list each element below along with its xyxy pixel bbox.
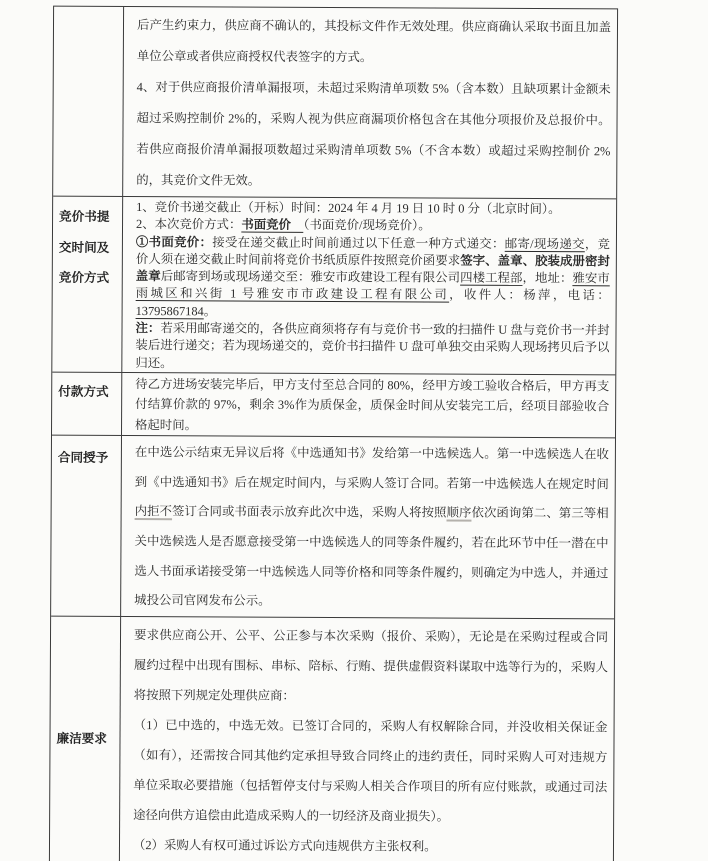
row-content-cell xyxy=(122,197,616,374)
text-segment: 签字、盖章、胶装成册密封盖章 xyxy=(135,253,610,284)
row-content-cell xyxy=(122,373,615,438)
paragraph xyxy=(134,438,609,618)
paragraph xyxy=(136,72,611,198)
text-segment: 依次函询第二、第三等相关中选候选人是否愿意接受第一中选候选人的同等条件履约，若在此环节中任一潜在中选人书面承诺接受第一中选候选人同等价格和同等条件履约，则确定为中选人，并通过城投公司官网发布公示。 xyxy=(134,506,609,608)
text-segment: ①书面竞价： xyxy=(135,234,213,249)
row-label-cell: 合同授予 xyxy=(51,436,122,616)
text-segment: 签订合同或书面表示放弃此次中选，采购人将按照 xyxy=(172,504,447,520)
text-segment: 2、本次竞价方式： xyxy=(135,217,242,232)
text-segment: 注： xyxy=(135,321,161,336)
text-segment: 1、竞价书递交截止（开标）时间：2024 年 4 月 19 日 10 时 0 分（北京时间）。 xyxy=(136,200,561,217)
text-segment: 接受在递交截止时间前通过以下任意一种方式递交： xyxy=(212,234,505,251)
paragraph xyxy=(137,10,611,74)
text-segment: 后产生约束力，供应商不确认的，其投标文件作无效处理。供应商确认采取书面且加盖单位公章或者供应商授权代表签字的方式。 xyxy=(136,18,612,65)
text-segment: 四楼工程部 xyxy=(460,270,523,286)
text-segment: （2）采购人有权可通过诉讼方式向违规供方主张权利。 xyxy=(132,837,437,854)
text-segment: 内拒不 xyxy=(134,504,173,519)
row-label-cell: 付款方式 xyxy=(52,373,122,436)
text-segment: 若采用邮寄递交的，各供应商须将存有与竞价书一致的扫描件 U 盘与竞价书一并封装后进行递交；若为现场递交的，竞价书扫描件 U 盘可单独交由采购人现场拷贝后予以归还。 xyxy=(135,321,610,370)
text-segment: 4、对于供应商报价清单漏报项，未超过采购清单项数 5%（含本数）且缺项累计金额未超过采购控制价 2%的，采购人视为供应商漏项价格包含在其他分项报价及总报价中。若供应商报价清单漏报项数超过采购清单项数 5%（不含本数）或超过采购控制价 2%的，其竞价文件无效。 xyxy=(136,80,611,188)
row-label-cell xyxy=(53,7,124,196)
text-segment: 书面竞价 xyxy=(241,217,304,233)
paragraph xyxy=(136,234,610,323)
row-content-cell xyxy=(121,436,615,618)
text-segment: 在中选公示结束无异议后将《中选通知书》发给第一中选候选人。第一中选候选人在收到《中选通知书》后在规定时间内，与采购人签订合同。若第一中选候选人在规定时间 xyxy=(134,445,609,492)
text-segment: ，收件人：杨萍，电话： xyxy=(449,288,610,303)
text-segment: 顺序 xyxy=(446,505,472,521)
text-segment: 后邮寄到场或现场递交至：雅安市政建设工程有限公司 xyxy=(160,269,461,285)
table-row-payment-terms xyxy=(52,373,615,439)
table-row-contract-award xyxy=(51,436,615,619)
row-content-cell xyxy=(123,7,617,198)
procurement-terms-table xyxy=(49,6,618,861)
text-segment: 13795867184 xyxy=(135,303,204,319)
table-row-continuation xyxy=(53,7,617,200)
table-row-integrity-requirements xyxy=(50,616,614,861)
paragraph xyxy=(136,216,610,236)
table-row-bid-submission xyxy=(52,197,616,376)
paragraph xyxy=(135,374,609,438)
text-segment: 邮寄/现场递交 xyxy=(504,236,585,251)
text-segment: 。 xyxy=(203,304,217,319)
paragraph xyxy=(135,320,609,374)
text-segment: ，地址： xyxy=(522,271,573,286)
row-content-cell xyxy=(120,617,614,861)
paragraph xyxy=(133,830,607,861)
text-segment: 要求供应商公开、公平、公正参与本次采购（报价、采购），无论是在采购过程或合同履约过程中出现有围标、串标、陪标、行贿、提供虚假资料谋取中选等行为的，采购人将按照下列规定处理供应商： xyxy=(133,627,609,703)
text-segment: ，竞价人须在递交截止时间前将竞价书纸质原件按照竞价函要求 xyxy=(135,236,610,268)
text-segment: （书面竞价/现场竞价）。 xyxy=(303,218,431,233)
text-segment: （1）已中选的，中选无效。已签订合同的，采购人有权解除合同，并没收相关保证金（如有），还需按合同其他约定承担导致合同终止的违约责任，同时采购人可对违规方单位采取必要措施（包括暂停支付与采购人相关合作项目的所有应付账款，或通过司法途径向供方追偿由此造成采购人的一切经济及商业损失）。 xyxy=(133,717,608,824)
paragraph xyxy=(134,620,608,712)
text-segment: 雅安市雨城区和兴街 1 号雅安市市政建设工程有限公司 xyxy=(135,271,610,303)
text-segment: 待乙方进场安装完毕后，甲方支付至总合同的 80%，经甲方竣工验收合格后，甲方再支付结算价款的 97%，剩余 3%作为质保金，质保金时间从安装完工后，经项目部验收合格起时间。 xyxy=(135,376,610,433)
paragraph xyxy=(133,710,608,832)
row-label-cell: 廉洁要求 xyxy=(50,616,121,861)
row-label-cell: 竞价书提交时间及竞价方式 xyxy=(52,197,123,372)
